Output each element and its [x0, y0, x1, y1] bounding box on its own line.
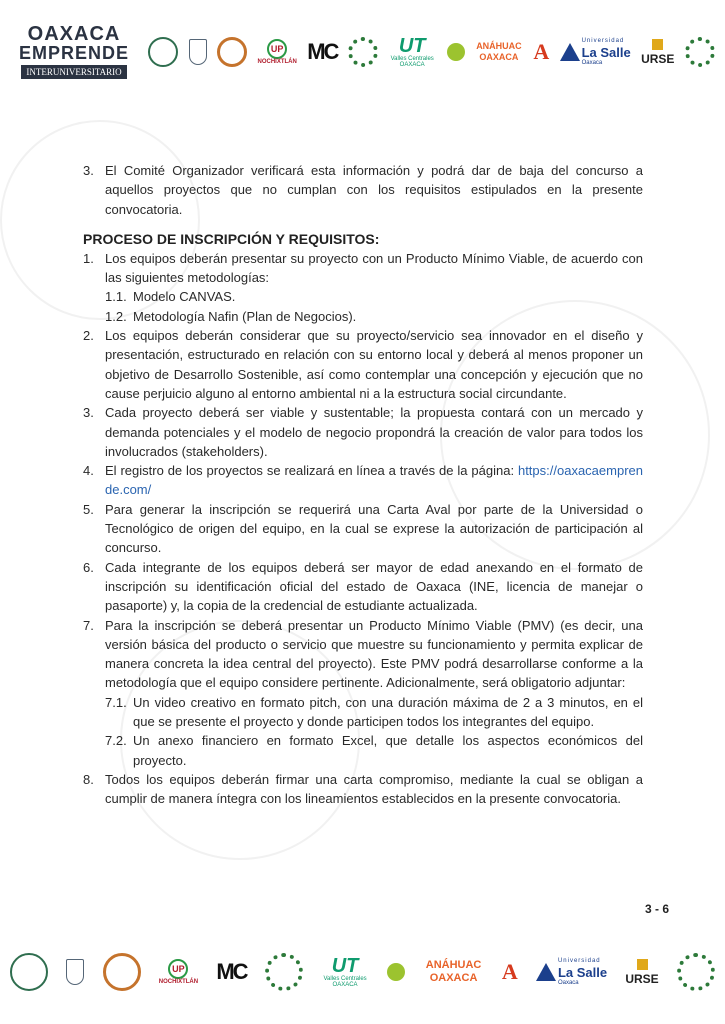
mc-logo: MC: [307, 39, 338, 64]
gear-seal-logo-2: [685, 37, 715, 67]
sub-item: [105, 287, 643, 306]
nochixtlan-text: NOCHIXTLÁN: [158, 979, 199, 985]
item-text: El registro de los proyectos se realizará en línea a través de la página:: [105, 463, 518, 479]
sub-item-number: 7.2.: [105, 733, 127, 749]
ut-sub: Valles Centrales OAXACA: [390, 55, 434, 68]
section-title: PROCESO DE INSCRIPCIÓN Y REQUISITOS:: [83, 230, 380, 247]
header-logos: [10, 22, 715, 82]
sub-item-text: Un anexo financiero en formato Excel, que detalle los aspectos económicos del proyecto.: [133, 733, 643, 768]
sub-item-number: 1.1.: [105, 289, 127, 305]
sub-item-number: 7.1.: [105, 694, 127, 710]
item-number: 3.: [83, 405, 94, 421]
list-item: [83, 461, 643, 500]
shield-logo: [66, 959, 84, 985]
item-number: 2.: [83, 328, 94, 344]
nochixtlan-text: NOCHIXTLÁN: [257, 59, 297, 65]
up-mark: UP: [267, 39, 287, 59]
document-body: [83, 161, 643, 809]
ut-mark: UT: [331, 954, 359, 977]
ut-valles-logo: [321, 954, 369, 988]
lasalle-o: Oaxaca: [581, 59, 603, 66]
university-seal-logo: [10, 953, 48, 991]
item-body: [105, 770, 643, 809]
up-mark: UP: [168, 959, 188, 979]
item-text: Todos los equipos deberán firmar una carta compromiso, mediante la cual se obligan a cumplir de manera íntegra con los lineamientos establecidos en la presente convocatoria.: [105, 771, 643, 807]
item-body: [105, 558, 643, 616]
sub-item-text: Modelo CANVAS.: [133, 289, 236, 305]
ut-mark: UT: [398, 34, 426, 57]
requirements-list: [83, 249, 643, 809]
sub-item: [105, 307, 643, 326]
list-item: [83, 161, 643, 219]
item-number: 4.: [83, 463, 94, 479]
university-seal-logo: [148, 37, 178, 67]
oaxaca-emprende-logo: [10, 25, 138, 79]
sub-item: [105, 693, 643, 732]
list-item: [83, 403, 643, 461]
item-number: 7.: [83, 617, 94, 633]
urse-text: URSE: [641, 51, 675, 66]
up-nochixtlan-logo: [159, 959, 198, 985]
list-item: [83, 616, 643, 770]
up-nochixtlan-logo: [258, 39, 297, 65]
green-logo: [387, 963, 405, 981]
list-item: [83, 770, 643, 809]
lasalle-n: La Salle: [557, 964, 608, 980]
item-number: 6.: [83, 559, 94, 575]
item-body: [105, 326, 643, 403]
gear-seal-logo: [348, 37, 378, 67]
lasalle-o: Oaxaca: [557, 979, 579, 986]
item-text: Para generar la inscripción se requerirá una Carta Aval por parte de la Universidad o Tecnológico de origen del equipo, en la cual se exprese la autorización de participación al concurso.: [105, 501, 643, 556]
green-logo: [447, 43, 465, 61]
a-logo: A: [501, 959, 518, 984]
item-number: 8.: [83, 771, 94, 787]
brand-line3: INTERUNIVERSITARIO: [21, 65, 126, 79]
sub-item-text: Un video creativo en formato pitch, con una duración máxima de 2 a 3 minutos, en el que se presente el proyecto y donde participen todos los integrantes del equipo.: [133, 694, 643, 730]
lasalle-n: La Salle: [581, 44, 631, 60]
item-body: [105, 249, 643, 326]
item-text: El Comité Organizador verificará esta información y podrá dar de baja del concurso a aquellos proyectos que no cumplan con los requisitos estipulados en la presente convocatoria.: [105, 163, 643, 217]
list-item: [83, 249, 643, 326]
item-body: [105, 616, 643, 770]
item-text: Cada proyecto deberá ser viable y sustentable; la propuesta contará con un mercado y demanda potenciales y el modelo de negocio propondrá la creación de valor para todos los involucrados (stakeholders).: [105, 405, 643, 459]
item-text: Los equipos deberán considerar que su proyecto/servicio sea innovador en el diseño y presentación, estructurado en relación con su entorno local y deberá al menos proponer un objetivo de Desarrollo Sostenible, así como contemplar una concepción y ejecución que no cause perjuicio alguno al entorno ambiental ni a la estructura social circundante.: [105, 328, 643, 401]
item-number: 5.: [83, 501, 94, 517]
anahuac-logo: ANÁHUAC OAXACA: [476, 41, 522, 62]
page-number: 3 - 6: [645, 902, 670, 916]
anahuac-logo: ANÁHUAC OAXACA: [425, 959, 482, 984]
a-logo: A: [533, 39, 550, 64]
urse-logo: [641, 39, 674, 66]
footer-logos: [10, 942, 715, 1002]
registration-link[interactable]: https://oaxacaemprende.com/: [105, 463, 643, 498]
item-body: [105, 403, 643, 461]
brand-line2: EMPRENDE: [18, 43, 129, 63]
orange-seal-logo: [103, 953, 141, 991]
urse-text: URSE: [625, 971, 659, 986]
ut-sub: Valles Centrales OAXACA: [323, 975, 367, 988]
sub-item-text: Metodología Nafin (Plan de Negocios).: [133, 308, 357, 324]
item-text: Para la inscripción se deberá presentar un Producto Mínimo Viable (PMV) (es decir, una versión básica del producto o servicio que muestre su funcionamiento y permita explicar de manera concreta la idea central del proyecto). Este PMV podrá desarrollarse conforme a la metodología que el equipo considere pertinente. Adicionalmente, será obligatorio adjuntar:: [105, 617, 643, 691]
list-item: [83, 326, 643, 403]
gear-seal-logo-2: [677, 953, 715, 991]
list-item: [83, 500, 643, 558]
sub-item-number: 1.2.: [105, 308, 127, 324]
sub-item: [105, 731, 643, 770]
orange-seal-logo: [217, 37, 247, 67]
item-number: 3.: [83, 163, 94, 178]
urse-logo: [625, 959, 658, 986]
shield-logo: [189, 39, 207, 65]
gear-seal-logo: [265, 953, 303, 991]
list-item: [83, 558, 643, 616]
item-number: 1.: [83, 250, 94, 266]
ut-valles-logo: [388, 34, 436, 68]
lasalle-logo: [536, 956, 607, 989]
item-text: Los equipos deberán presentar su proyecto con un Producto Mínimo Viable, de acuerdo con las siguientes metodologías:: [105, 250, 643, 286]
item-body: [105, 500, 643, 558]
lasalle-u: Universidad: [581, 37, 625, 44]
item-body: [105, 461, 643, 500]
lasalle-u: Universidad: [557, 957, 601, 964]
brand-line1: OAXACA: [27, 23, 121, 45]
lasalle-logo: [560, 36, 631, 69]
mc-logo: MC: [216, 959, 247, 984]
item-text: Cada integrante de los equipos deberá ser mayor de edad anexando en el formato de inscripción su identificación oficial del estado de Oaxaca (INE, licencia de manejar o pasaporte) y, la copia de la credencial de estudiante actualizada.: [105, 559, 643, 614]
